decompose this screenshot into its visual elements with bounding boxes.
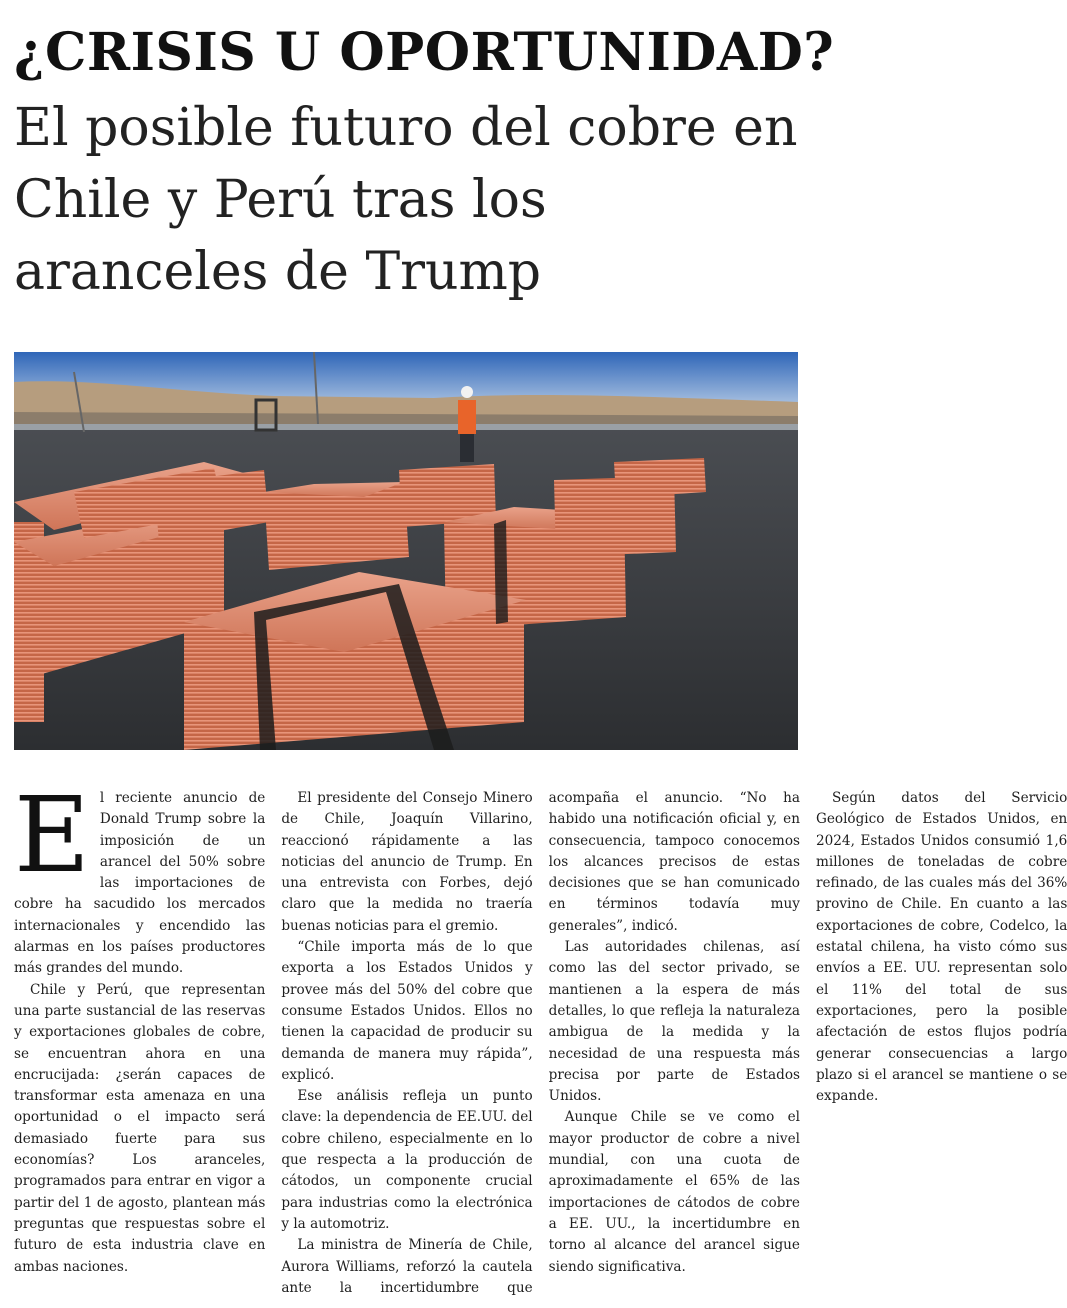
article-photo xyxy=(14,352,798,750)
article-paragraph: Chile y Perú, que representan una parte sustancial de las reservas y exportaciones globales de cobre, se encuentran ahora en una encrucijada: ¿serán capaces de transformar esta amenaza en una oportunidad o el impacto será demasiado fuerte para sus economías? Los aranceles, programados para entrar en vigor a partir del 1 de agosto, plantean más preguntas que respuestas sobre el futuro de esta industria clave en ambas naciones. xyxy=(14,981,266,1275)
article-headline: El posible futuro del cobre en Chile y Perú tras los aranceles de Trump xyxy=(14,98,798,302)
article-paragraph: Aunque Chile se ve como el mayor productor de cobre a nivel mundial, con una cuota de aproximadamente el 65% de las importaciones de cátodos de cobre a EE. UU., la incertidumbre en torno al alcance del arancel sigue siendo significativa. xyxy=(548,1109,800,1275)
article-kicker: ¿CRISIS U OPORTUNIDAD? xyxy=(14,22,835,83)
article-paragraph: “Chile importa más de lo que exporta a los Estados Unidos y provee más del 50% del cobre que consume Estados Unidos. Ellos no tienen la capacidad de producir su demanda de manera muy rápida”, explicó. xyxy=(281,939,533,1083)
article-paragraph: El presidente del Consejo Minero de Chile, Joaquín Villarino, reaccionó rápidamente a las noticias del anuncio de Trump. En una entrevista con Forbes, dejó claro que la medida no traería buenas noticias para el gremio. xyxy=(281,790,533,934)
article-paragraph: Según datos del Servicio Geológico de Estados Unidos, en 2024, Estados Unidos consumió 1,6 millones de toneladas de cobre refinado, de las cuales más del 36% provino de Chile. En cuanto a las exportaciones de cobre, Codelco, la estatal chilena, ha visto cómo sus envíos a EE. UU. representan solo el 11% del total de sus exportaciones, pero la posible afectación de estos flujos podría generar consecuencias a largo plazo si el arancel se mantiene o se expande. xyxy=(815,790,1067,1105)
article-paragraph: El reciente anuncio de Donald Trump sobre la imposición de un arancel del 50% sobre las importaciones de cobre ha sacudido los mercados internacionales y encendido las alarmas en los países productores más grandes del mundo. xyxy=(14,774,266,977)
article-paragraph: Las autoridades chilenas, así como las del sector privado, se mantienen a la espera de más detalles, lo que refleja la naturaleza ambigua de la medida y la necesidad de una respuesta más precisa por parte de Estados Unidos. xyxy=(548,939,800,1105)
article-paragraph: La ministra de Minería de Chile, Aurora Williams, reforzó la cautela ante la incertidumbre que acompaña el anuncio. “No ha habido una notificación oficial y, en consecuencia, tampoco conocemos los alcances precisos de estas decisiones que se han comunicado en términos todavía muy generales”, indicó. xyxy=(281,790,800,1296)
article-paragraph: Ese análisis refleja un punto clave: la dependencia de EE.UU. del cobre chileno, especialmente en lo que respecta a la producción de cátodos, un componente crucial para industrias como la electrónica y la automotriz. xyxy=(281,1088,533,1232)
article-body xyxy=(14,774,1067,1300)
copper-cathodes-photo xyxy=(14,352,798,750)
drop-cap: E xyxy=(14,774,90,896)
